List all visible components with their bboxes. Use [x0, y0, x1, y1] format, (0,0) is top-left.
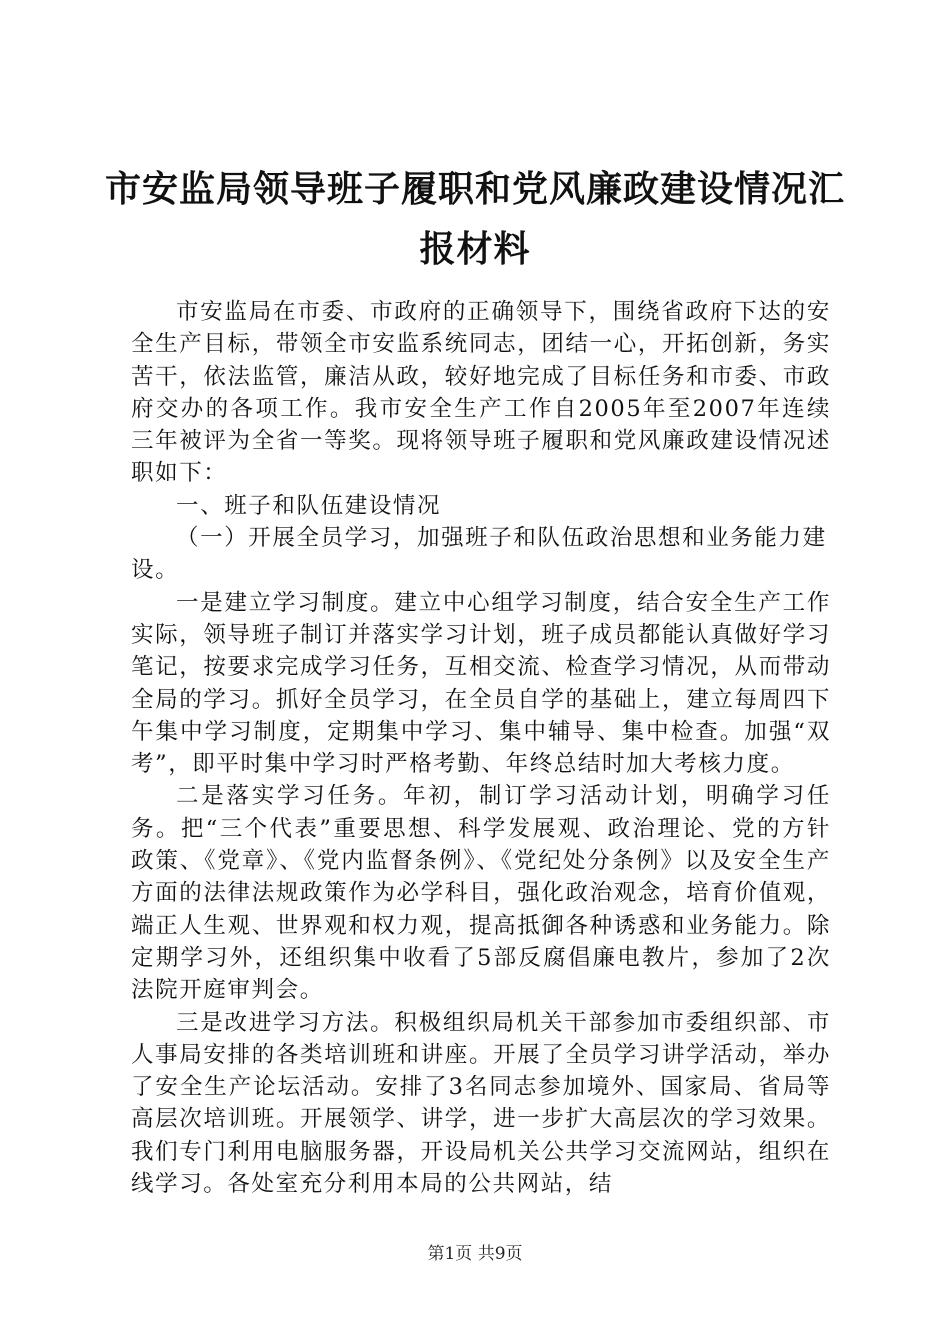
title-line-2: 报材料 — [419, 229, 531, 270]
paragraph-intro: 市安监局在市委、市政府的正确领导下，围绕省政府下达的安全生产目标，带领全市安监系统同志，团结一心，开拓创新，务实苦干，依法监管，廉洁从政，较好地完成了目标任务和市委、市政府交办的各项工作。我市安全生产工作自2005年至2007年连续三年被评为全省一等奖。现将领导班子履职和党风廉政建设情况述职如下： — [131, 299, 831, 487]
subsection-heading: （一）开展全员学习，加强班子和队伍政治思想和业务能力建设。 — [131, 525, 827, 584]
paragraph-study-tasks: 二是落实学习任务。年初，制订学习活动计划，明确学习任务。把“三个代表”重要思想、科学发展观、政治理论、党的方针政策、《党章》、《党内监督条例》、《党纪处分条例》以及安全生产方面的法律法规政策作为必学科目，强化政治观念，培育价值观，端正人生观、世界观和权力观，提高抵御各种诱惑和业务能力。除定期学习外，还组织集中收看了5部反腐倡廉电教片，参加了2次法院开庭审判会。 — [131, 783, 831, 1004]
page-footer: 第1页 共9页 — [427, 1244, 523, 1264]
document-body — [131, 296, 831, 1200]
paragraph-study-methods: 三是改进学习方法。积极组织局机关干部参加市委组织部、市人事局安排的各类培训班和讲座。开展了全员学习讲学活动，举办了安全生产论坛活动。安排了3名同志参加境外、国家局、省局等高层次培训班。开展领学、讲学，进一步扩大高层次的学习效果。我们专门利用电脑服务器，开设局机关公共学习交流网站，组织在线学习。各处室充分利用本局的公共网站，结 — [131, 1009, 831, 1198]
paragraph-study-system: 一是建立学习制度。建立中心组学习制度，结合安全生产工作实际，领导班子制订并落实学习计划，班子成员都能认真做好学习笔记，按要求完成学习任务，互相交流、检查学习情况，从而带动全局的学习。抓好全员学习，在全员自学的基础上，建立每周四下午集中学习制度，定期集中学习、集中辅导、集中检查。加强“双考”，即平时集中学习时严格考勤、年终总结时加大考核力度。 — [131, 589, 831, 778]
section-heading: 一、班子和队伍建设情况 — [176, 492, 442, 519]
document-title — [100, 160, 850, 280]
title-line-1: 市安监局领导班子履职和党风廉政建设情况汇 — [104, 169, 845, 210]
